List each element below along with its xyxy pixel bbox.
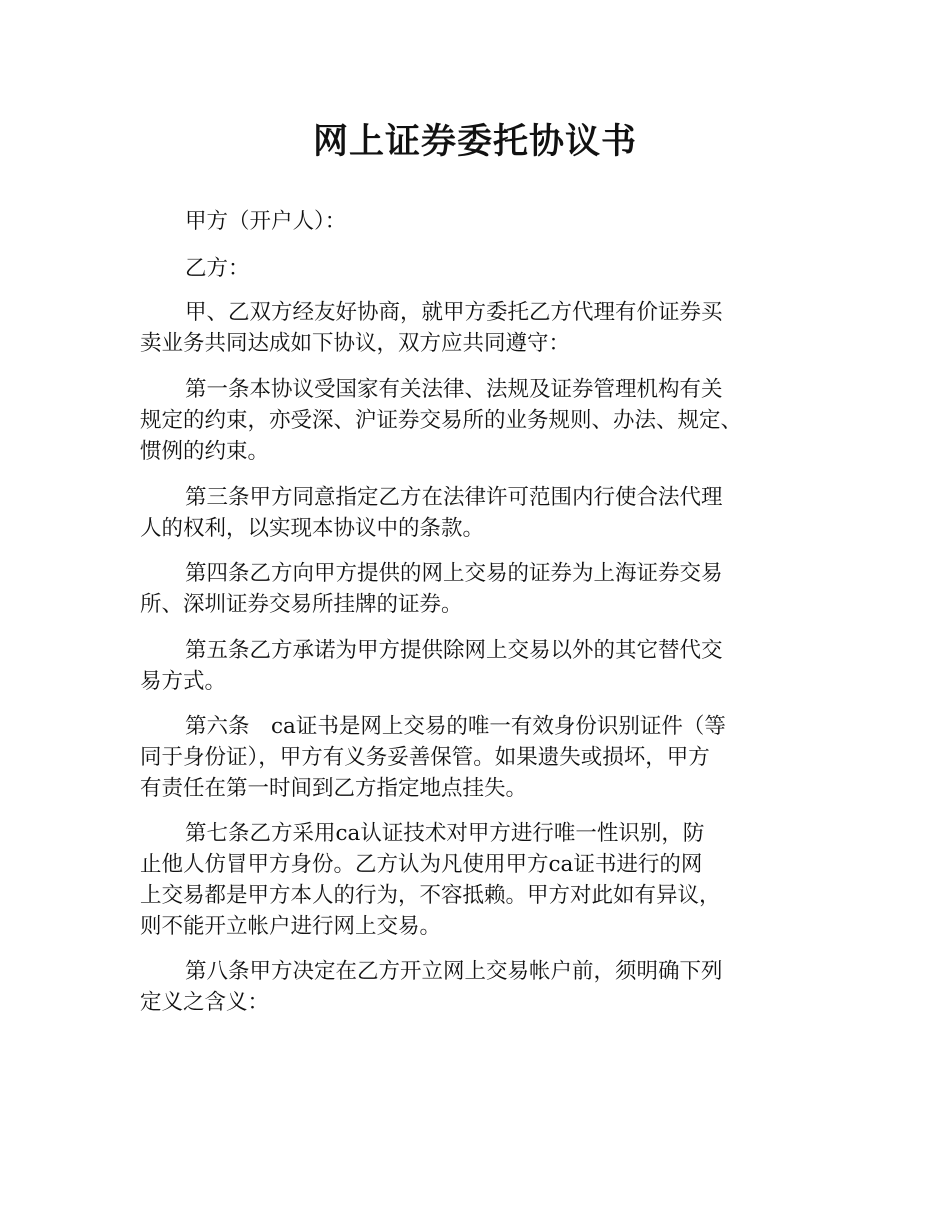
paragraph-line: 第六条 ca证书是网上交易的唯一有效身份识别证件（等 [185, 714, 726, 739]
paragraph-line: 同于身份证），甲方有义务妥善保管。如果遗失或损坏，甲方 [140, 745, 710, 770]
paragraph-line: 定义之含义： [140, 990, 270, 1015]
paragraph-line: 第五条乙方承诺为甲方提供除网上交易以外的其它替代交 [185, 638, 723, 663]
paragraph-article-3 [140, 482, 830, 544]
paragraph-line: 第三条甲方同意指定乙方在法律许可范围内行使合法代理 [185, 485, 723, 510]
paragraph-party-b [140, 253, 830, 284]
paragraph-line: 卖业务共同达成如下协议，双方应共同遵守： [140, 331, 571, 356]
paragraph-line: 第七条乙方采用ca认证技术对甲方进行唯一性识别，防 [185, 821, 705, 846]
paragraph-line: 易方式。 [140, 669, 227, 694]
document-title: 网上证券委托协议书 [312, 122, 637, 162]
paragraph-line: 止他人仿冒甲方身份。乙方认为凡使用甲方ca证书进行的网 [140, 852, 703, 877]
paragraph-line: 所、深圳证券交易所挂牌的证券。 [140, 592, 463, 617]
paragraph-line: 第八条甲方决定在乙方开立网上交易帐户前，须明确下列 [185, 959, 723, 984]
paragraph-line: 第四条乙方向甲方提供的网上交易的证券为上海证券交易 [185, 561, 723, 586]
paragraph-line: 甲、乙双方经友好协商，就甲方委托乙方代理有价证券买 [185, 300, 723, 325]
paragraph-line: 有责任在第一时间到乙方指定地点挂失。 [140, 776, 528, 801]
paragraph-line: 甲方（开户人）： [185, 209, 347, 234]
paragraph-preamble [140, 297, 830, 359]
paragraph-line: 上交易都是甲方本人的行为，不容抵赖。甲方对此如有异议， [140, 883, 721, 908]
paragraph-line: 规定的约束，亦受深、沪证券交易所的业务规则、办法、规定、 [140, 408, 743, 433]
paragraph-article-1 [140, 374, 830, 467]
paragraph-article-5 [140, 635, 830, 697]
paragraph-article-7 [140, 818, 830, 942]
paragraph-line: 乙方： [185, 256, 250, 281]
paragraph-line: 人的权利，以实现本协议中的条款。 [140, 516, 485, 541]
paragraph-line: 惯例的约束。 [140, 439, 270, 464]
paragraph-article-4 [140, 558, 830, 620]
paragraph-party-a [140, 206, 830, 237]
paragraph-line: 第一条本协议受国家有关法律、法规及证券管理机构有关 [185, 377, 723, 402]
paragraph-article-8 [140, 956, 830, 1018]
paragraph-line: 则不能开立帐户进行网上交易。 [140, 914, 442, 939]
paragraph-article-6 [140, 711, 830, 804]
